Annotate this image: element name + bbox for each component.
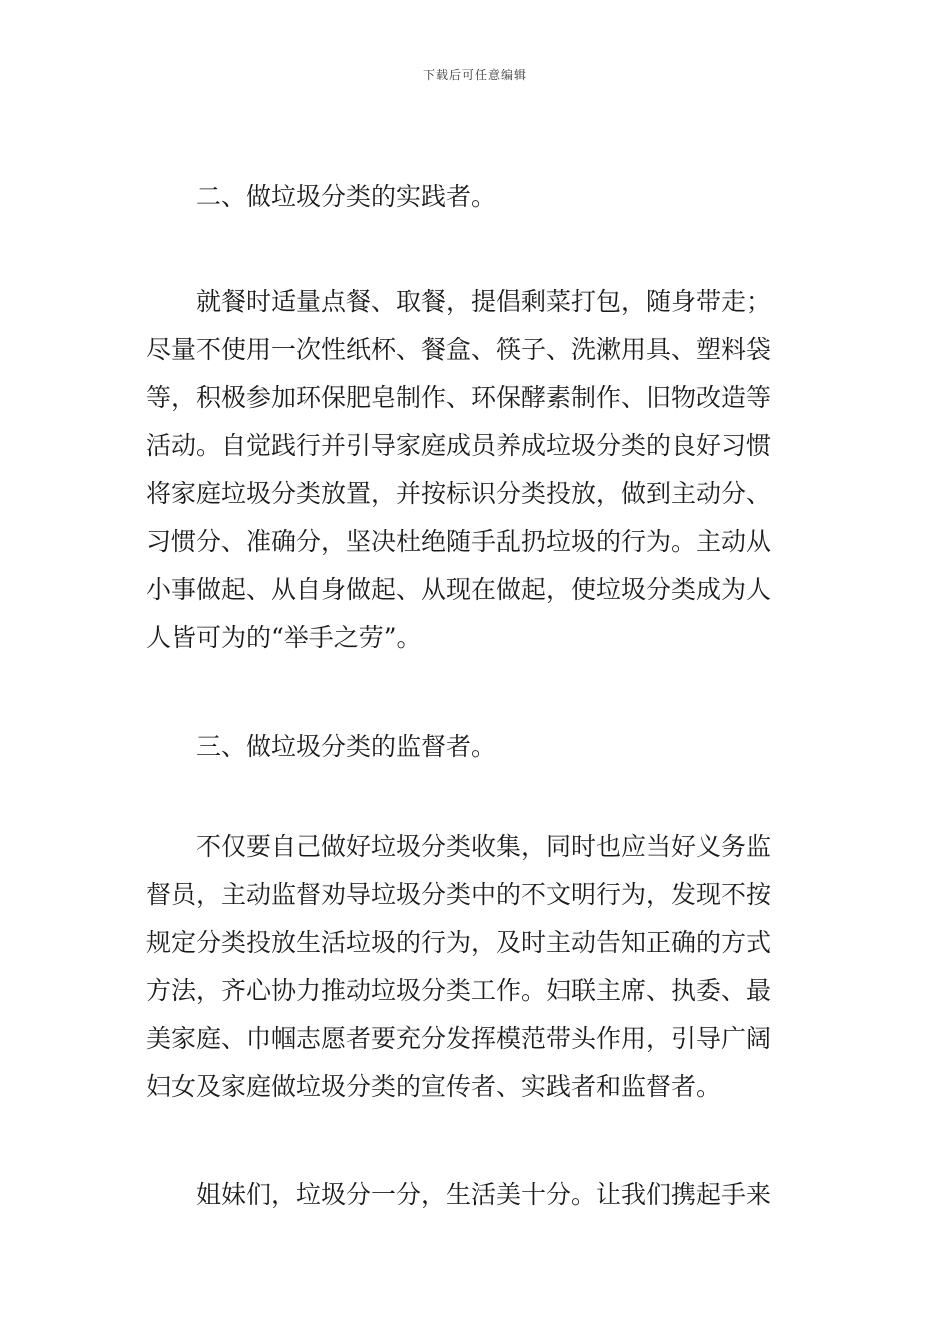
paragraph-line: 不仅要自己做好垃圾分类收集，同时也应当好义务监 (196, 832, 772, 861)
paragraph-line: 尽量不使用一次性纸杯、餐盒、筷子、洗漱用具、塑料袋 (146, 335, 772, 364)
heading-text: 二、做垃圾分类的实践者。 (196, 182, 497, 211)
page-header: 下载后可任意编辑 (422, 68, 527, 82)
paragraph-line: 方法，齐心协力推动垃圾分类工作。妇联主席、执委、最 (146, 976, 772, 1005)
paragraph-line: 等，积极参加环保肥皂制作、环保酵素制作、旧物改造等 (146, 383, 772, 412)
paragraph-supervise (146, 823, 808, 1111)
paragraph-line: 督员，主动监督劝导垃圾分类中的不文明行为，发现不按 (146, 880, 772, 909)
paragraph-line: 姐妹们，垃圾分一分，生活美十分。让我们携起手来 (196, 1180, 772, 1209)
paragraph-closing (146, 1171, 808, 1219)
paragraph-line: 规定分类投放生活垃圾的行为，及时主动告知正确的方式 (146, 928, 772, 957)
section-heading-supervisor (146, 723, 808, 771)
paragraph-line: 活动。自觉践行并引导家庭成员养成垃圾分类的良好习惯 (146, 431, 772, 460)
section-heading-practitioner (146, 173, 808, 221)
paragraph-practice (146, 278, 808, 662)
paragraph-line: 小事做起、从自身做起、从现在做起，使垃圾分类成为人 (146, 575, 772, 604)
paragraph-line: 妇女及家庭做垃圾分类的宣传者、实践者和监督者。 (146, 1072, 722, 1101)
heading-text: 三、做垃圾分类的监督者。 (196, 732, 497, 761)
paragraph-line: 美家庭、巾帼志愿者要充分发挥模范带头作用，引导广阔 (146, 1024, 772, 1053)
paragraph-line: 习惯分、准确分，坚决杜绝随手乱扔垃圾的行为。主动从 (146, 527, 772, 556)
paragraph-line: 将家庭垃圾分类放置，并按标识分类投放，做到主动分、 (146, 479, 772, 508)
paragraph-line: 就餐时适量点餐、取餐，提倡剩菜打包，随身带走； (196, 287, 772, 316)
paragraph-line: 人皆可为的“举手之劳”。 (146, 623, 422, 652)
